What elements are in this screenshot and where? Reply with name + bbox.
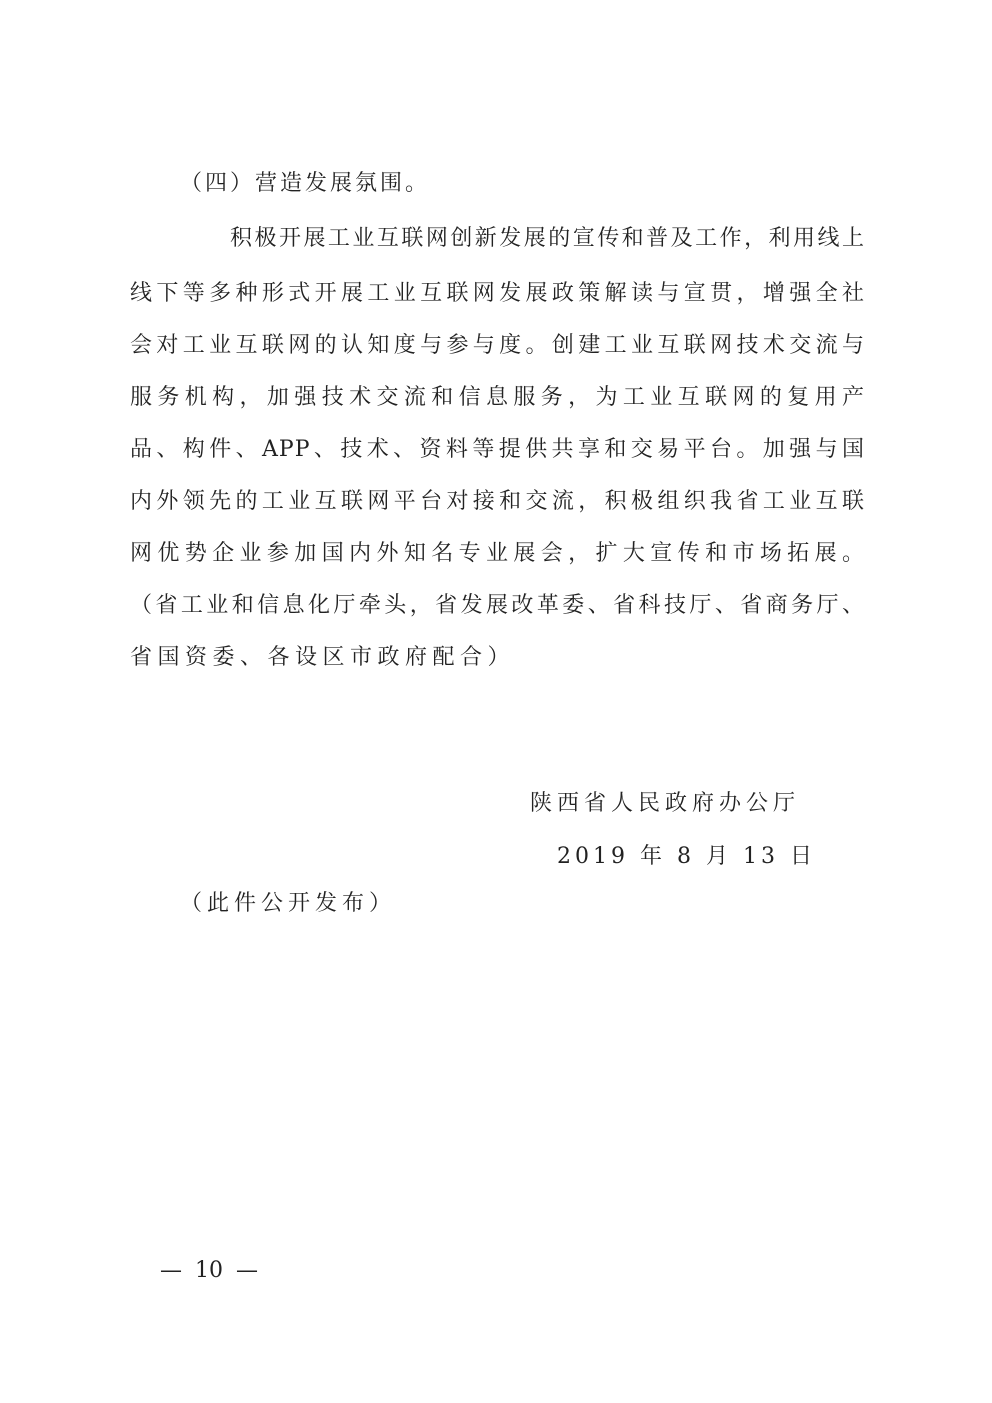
paragraph-line-3: 会对工业互联网的认知度与参与度。创建工业互联网技术交流与: [130, 333, 865, 358]
section-heading: （四）营造发展氛围。: [180, 171, 431, 196]
paragraph-line-7: 网优势企业参加国内外知名专业展会，扩大宣传和市场拓展。: [130, 541, 865, 566]
paragraph-line-9: 省国资委、各设区市政府配合）: [130, 645, 516, 670]
paragraph-line-2: 线下等多种形式开展工业互联网发展政策解读与宣贯，增强全社: [130, 281, 865, 306]
page-number: — 10 —: [160, 1258, 258, 1283]
paragraph-line-8: （省工业和信息化厅牵头，省发展改革委、省科技厅、省商务厅、: [130, 593, 865, 618]
issue-date: 2019 年 8 月 13 日: [557, 844, 816, 869]
issuing-authority: 陕西省人民政府办公厅: [530, 791, 801, 816]
paragraph-line-1: 积极开展工业互联网创新发展的宣传和普及工作，利用线上: [230, 226, 865, 251]
paragraph-line-4: 服务机构，加强技术交流和信息服务，为工业互联网的复用产: [130, 385, 865, 410]
release-note: （此件公开发布）: [180, 891, 397, 916]
paragraph-line-6: 内外领先的工业互联网平台对接和交流，积极组织我省工业互联: [130, 489, 865, 514]
paragraph-line-5: 品、构件、APP、技术、资料等提供共享和交易平台。加强与国: [130, 437, 865, 462]
